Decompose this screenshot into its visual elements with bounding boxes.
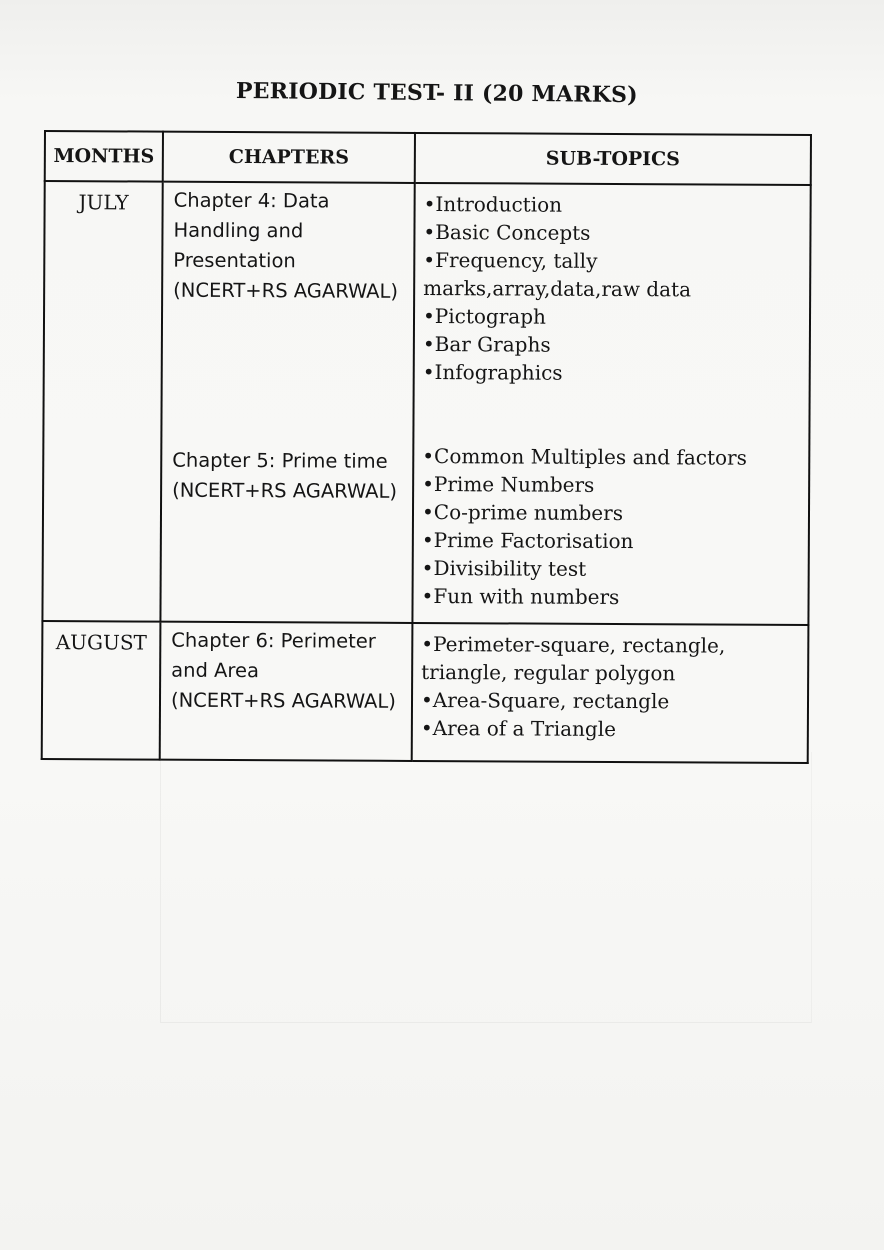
subtopics-cell — [412, 183, 810, 625]
chapter-cell — [160, 182, 414, 623]
subtopic-item: •Pictograph — [422, 303, 546, 329]
chapter-cell — [160, 622, 413, 761]
subtopic-item: marks,array,data,raw data — [423, 275, 692, 302]
subtopic-item: •Co-prime numbers — [421, 499, 624, 526]
header-subtopics: SUB-TOPICS — [415, 133, 811, 185]
header-months: MONTHS — [45, 131, 163, 182]
chapter-line: Handling and — [173, 218, 304, 243]
chapter-line: Chapter 6: Perimeter — [171, 628, 376, 653]
schedule-table — [41, 130, 812, 764]
subtopic-item: triangle, regular polygon — [421, 659, 676, 686]
chapter-line: Presentation — [173, 248, 296, 273]
subtopic-item: •Prime Numbers — [422, 471, 595, 497]
subtopic-item: •Basic Concepts — [423, 219, 591, 245]
page-title: PERIODIC TEST- II (20 MARKS) — [235, 77, 638, 109]
subtopic-item: •Infographics — [422, 359, 563, 385]
subtopic-item: •Introduction — [423, 191, 563, 217]
subtopic-item: •Area of a Triangle — [420, 715, 617, 742]
chapter-line: and Area — [171, 658, 259, 683]
subtopic-item: •Bar Graphs — [422, 331, 551, 357]
subtopics-cell — [412, 623, 809, 763]
subtopic-item: •Area-Square, rectangle — [420, 687, 670, 714]
month-cell: AUGUST — [42, 621, 161, 760]
chapter-line: (NCERT+RS AGARWAL) — [173, 278, 399, 303]
month-cell: JULY — [42, 181, 162, 622]
subtopic-item: •Perimeter-square, rectangle, — [421, 631, 726, 658]
chapter-line: (NCERT+RS AGARWAL) — [172, 478, 398, 503]
subtopic-item: •Divisibility test — [421, 555, 587, 581]
subtopic-item: •Frequency, tally — [423, 247, 598, 273]
schedule-table-wrapper — [41, 130, 812, 754]
chapter-line: (NCERT+RS AGARWAL) — [170, 688, 396, 713]
header-chapters: CHAPTERS — [163, 132, 415, 183]
show-through-table-outline — [160, 752, 812, 1023]
table-row — [42, 621, 809, 763]
chapter-line: Chapter 4: Data — [173, 188, 330, 213]
chapter-line: Chapter 5: Prime time — [172, 448, 388, 473]
subtopic-item: •Fun with numbers — [421, 583, 620, 610]
subtopic-item: •Prime Factorisation — [421, 527, 634, 554]
table-row — [42, 181, 810, 625]
table-header-row — [45, 131, 811, 185]
subtopic-item: •Common Multiples and factors — [422, 443, 747, 470]
